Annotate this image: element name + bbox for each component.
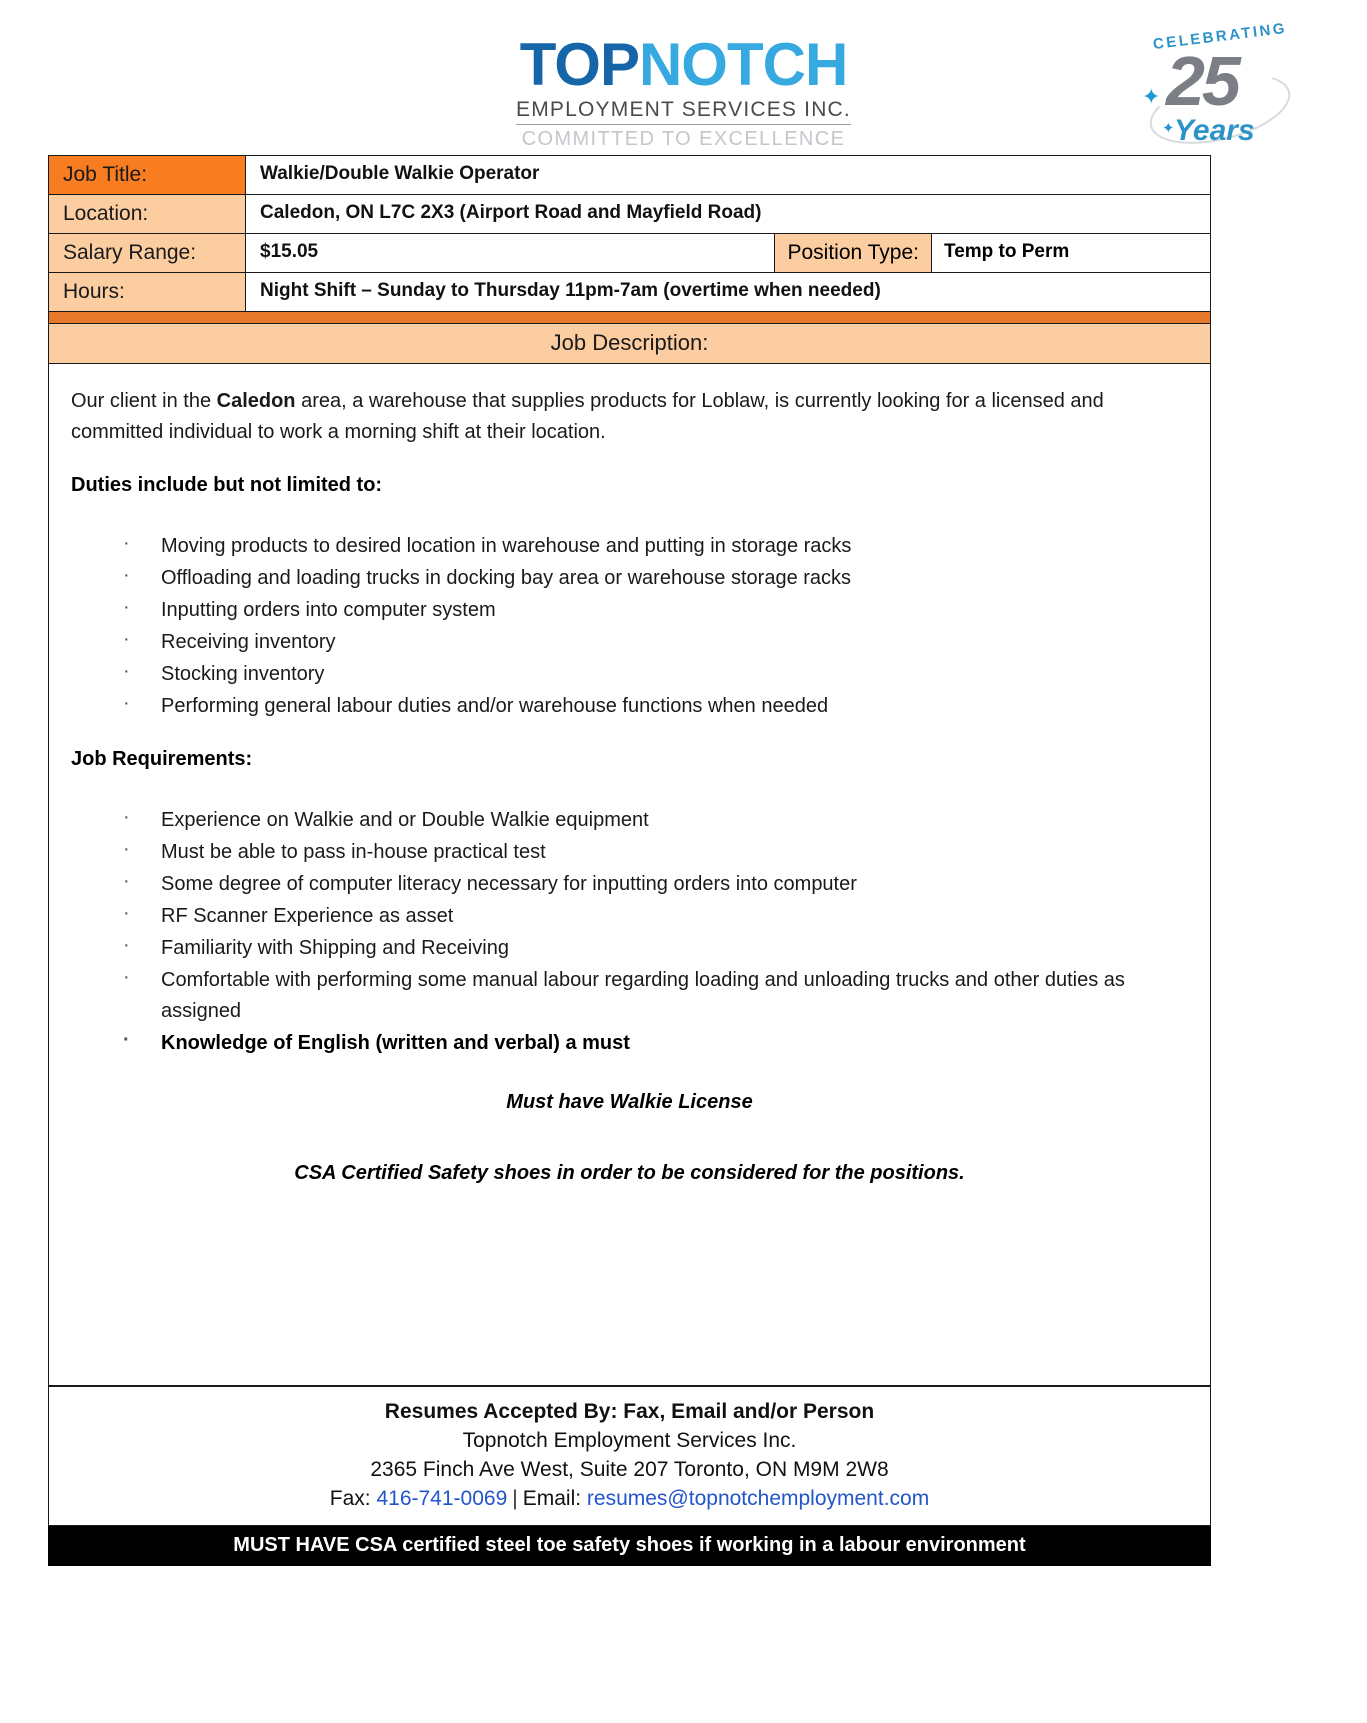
position-type-label: Position Type: (774, 234, 932, 272)
page-header (0, 0, 1367, 155)
list-item: · Performing general labour duties and/or warehouse functions when needed (123, 691, 1188, 722)
emphasis-line-2: CSA Certified Safety shoes in order to be considered for the positions. (294, 1162, 965, 1184)
list-item: · Receiving inventory (123, 627, 1188, 658)
location-label: Location: (49, 195, 246, 233)
location-value: Caledon, ON L7C 2X3 (Airport Road and Mayfield Road) (260, 202, 762, 223)
list-item: · RF Scanner Experience as asset (123, 901, 1188, 932)
requirements-heading: Job Requirements: (71, 748, 253, 770)
footer-address: 2365 Finch Ave West, Suite 207 Toronto, ON M9M 2W8 (370, 1458, 889, 1481)
list-item: · Moving products to desired location in warehouse and putting in storage racks (123, 531, 1188, 562)
footer-contact-line (49, 1484, 1210, 1513)
safety-notice-bar: MUST HAVE CSA certified steel toe safety shoes if working in a labour environment (48, 1526, 1211, 1566)
list-item: · Familiarity with Shipping and Receiving (123, 933, 1188, 964)
job-title-value: Walkie/Double Walkie Operator (260, 163, 540, 184)
footer-resumes-accepted: Resumes Accepted By: Fax, Email and/or Person (384, 1400, 875, 1423)
table-row-salary-position (49, 234, 1210, 273)
table-row-hours (49, 273, 1210, 312)
intro-text-after: area, a warehouse that supplies products for Loblaw, is currently looking for a licensed and committed individual to work a morning shift at their location. (71, 390, 1104, 443)
table-row-job-title (49, 156, 1210, 195)
logo-word-top: TOP (519, 31, 639, 98)
position-type-value: Temp to Perm (944, 241, 1070, 262)
logo-word-notch: NOTCH (638, 31, 848, 98)
fax-label: Fax: (329, 1487, 377, 1510)
footer-company-name: Topnotch Employment Services Inc. (462, 1429, 797, 1452)
intro-paragraph (71, 386, 1188, 448)
orange-divider (49, 312, 1210, 324)
list-item: · Experience on Walkie and or Double Walkie equipment (123, 805, 1188, 836)
list-item: · Inputting orders into computer system (123, 595, 1188, 626)
list-item: · Some degree of computer literacy necessary for inputting orders into computer (123, 869, 1188, 900)
list-item: · Knowledge of English (written and verbal) a must (123, 1028, 1188, 1059)
list-item: · Must be able to pass in-house practical test (123, 837, 1188, 868)
salary-range-value: $15.05 (260, 241, 319, 262)
contact-footer (49, 1385, 1210, 1525)
badge-star-icon: ✦ (1142, 84, 1161, 109)
requirements-list (71, 805, 1188, 1059)
job-description-header: Job Description: (49, 324, 1210, 364)
job-description-body (49, 364, 1210, 1385)
email-label: Email: (522, 1487, 587, 1510)
salary-range-label: Salary Range: (49, 234, 246, 272)
hours-label: Hours: (49, 273, 246, 311)
job-posting-table (48, 155, 1211, 1526)
logo-tagline: COMMITTED TO EXCELLENCE (521, 128, 846, 150)
hours-value: Night Shift – Sunday to Thursday 11pm-7am (overtime when needed) (260, 280, 881, 301)
badge-celebrating-label: CELEBRATING (1152, 19, 1288, 54)
intro-text-bold: Caledon (216, 390, 296, 412)
badge-star-icon-small: ✦ (1162, 120, 1175, 137)
duties-heading: Duties include but not limited to: (71, 474, 383, 496)
intro-text-before: Our client in the (71, 390, 217, 412)
email-address-link[interactable]: resumes@topnotchemployment.com (586, 1487, 930, 1510)
footer-separator: | (512, 1487, 518, 1510)
badge-number: 25 (1166, 42, 1238, 120)
table-row-location (49, 195, 1210, 234)
job-title-label: Job Title: (49, 156, 246, 194)
badge-years-label: Years (1174, 114, 1255, 147)
fax-number-link[interactable]: 416-741-0069 (376, 1487, 508, 1510)
anniversary-badge-icon (1140, 19, 1295, 148)
list-item: · Stocking inventory (123, 659, 1188, 690)
list-item: · Offloading and loading trucks in docking bay area or warehouse storage racks (123, 563, 1188, 594)
body-spacer (71, 1185, 1188, 1375)
list-item: · Comfortable with performing some manual labour regarding loading and unloading trucks and other duties as assigned (123, 965, 1188, 1027)
duties-list (71, 531, 1188, 722)
emphasis-line-1: Must have Walkie License (506, 1091, 753, 1113)
logo-subtitle: EMPLOYMENT SERVICES INC. (516, 98, 851, 125)
